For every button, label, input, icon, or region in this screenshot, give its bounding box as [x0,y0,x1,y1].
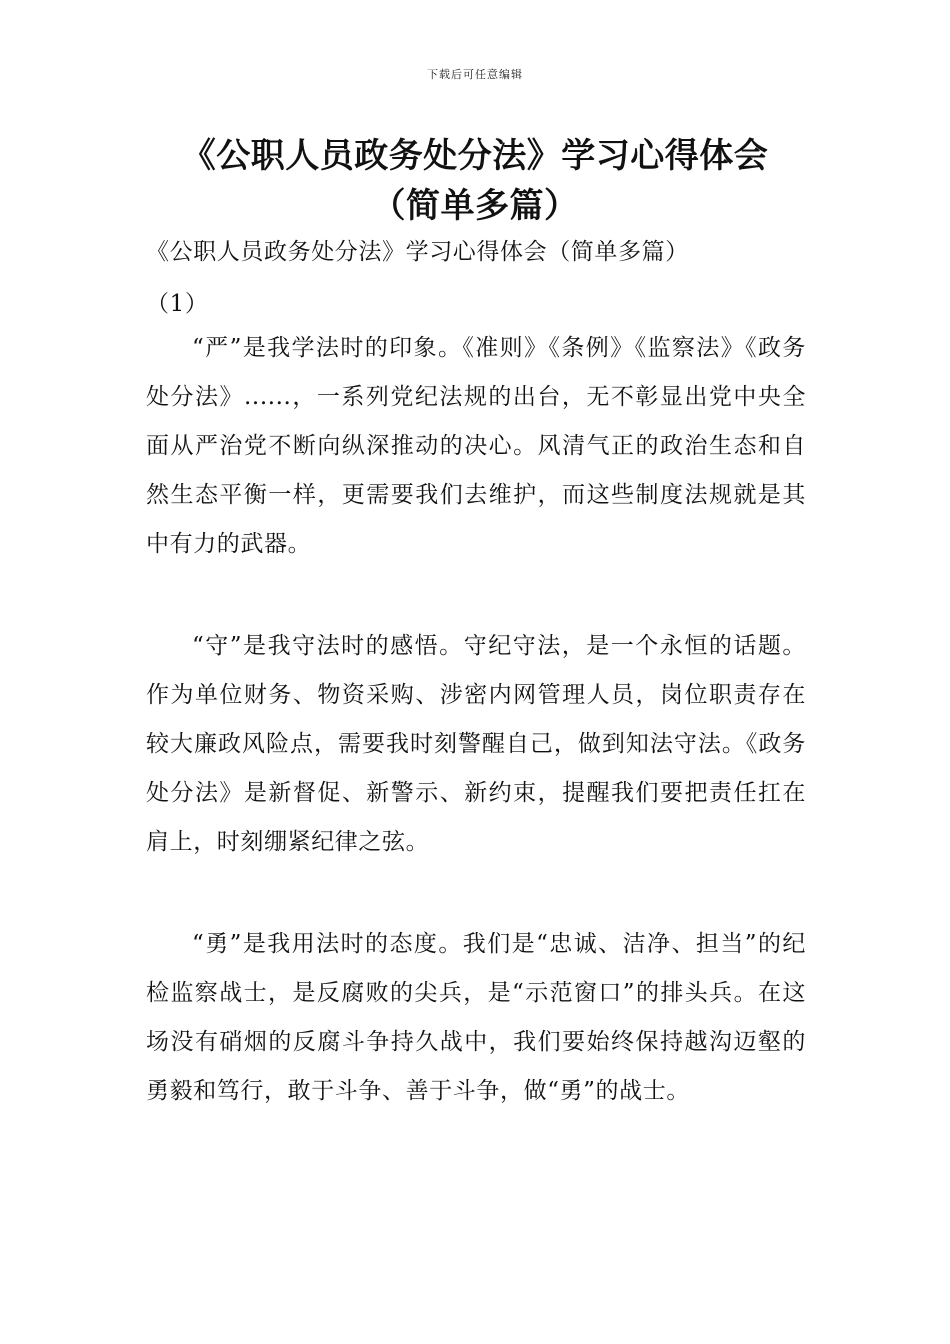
paragraph-strict: “严”是我学法时的印象。《准则》《条例》《监察法》《政务处分法》......，一系列党纪法规的出台，无不彰显出党中央全面从严治党不断向纵深推动的决心。风清气正的政治生态和自然生态平衡一样，更需要我们去维护，而这些制度法规就是其中有力的武器。 [146,335,806,557]
paragraph-courage: “勇”是我用法时的态度。我们是“忠诚、洁净、担当”的纪检监察战士，是反腐败的尖兵，是“示范窗口”的排头兵。在这场没有硝烟的反腐斗争持久战中，我们要始终保持越沟迈壑的勇毅和笃行，敢于斗争、善于斗争，做“勇”的战士。 [146,931,806,1104]
header-note: 下载后可任意编辑 [427,68,523,81]
section-marker: （1） [146,291,209,317]
document-title-line-2: （简单多篇） [371,186,579,226]
paragraph-guard: “守”是我守法时的感悟。守纪守法，是一个永恒的话题。作为单位财务、物资采购、涉密内网管理人员，岗位职责存在较大廉政风险点，需要我时刻警醒自己，做到知法守法。《政务处分法》是新督促、新警示、新约束，提醒我们要把责任扛在肩上，时刻绷紧纪律之弦。 [146,633,806,855]
document-subtitle: 《公职人员政务处分法》学习心得体会（简单多篇） [146,239,689,265]
document-title-line-1: 《公职人员政务处分法》学习心得体会 [181,136,769,176]
